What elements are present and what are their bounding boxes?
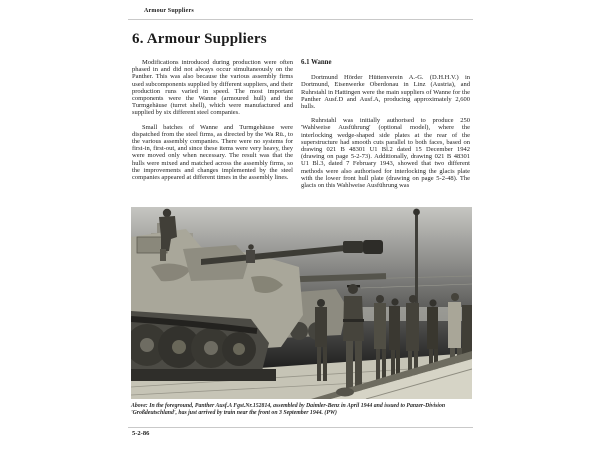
round-object (336, 388, 354, 397)
panther-photo (131, 207, 472, 399)
muzzle-brake (343, 241, 363, 253)
photo-caption: Above: In the foreground, Panther Ausf.A Fgst.Nr.152814, assembled by Daimler-Benz in April 1944 and issued to Panzer-Division 'Großdeutschland', has just arrived by train near the front on 3 September 1944. (PW) (131, 403, 446, 416)
footer-rule (128, 427, 473, 428)
right-column (301, 59, 470, 196)
chapter-title: 6. Armour Suppliers (132, 31, 267, 47)
left-column (132, 59, 293, 188)
body-paragraph: Modifications introduced during production were often phased in and did not always occur simultaneously on the Panther. This was also because the various assembly firms used subcomponents supplied by different suppliers, and their production runs varied in speed. The most important components were the Wanne (armoured hull) and the Turmgehäuse (turret shell), which were manufactured and supplied by six different steel companies. (132, 59, 293, 117)
muzzle-brake-tip (363, 240, 383, 254)
page-number: 5-2-86 (132, 430, 150, 437)
body-paragraph: Ruhrstahl was initially authorised to produce 250 'Wahlweise Ausführung' (optional model), where the interlocking wedge-shaped side plates at the rear of the superstructure had smooth cuts parallel to both faces, based on drawing 021 B 48301 U1 Bl.2 dated 15 December 1942 (drawing on page 5-2-73). Additionally, drawing 021 B 48301 U1 Bl.3, dated 7 February 1943, showed that two different methods were also authorised for interlocking the glacis plate with the lower front hull plate (drawing on page 5-2-48). The glacis on this Wahlweise Ausführung was (301, 117, 470, 190)
running-head: Armour Suppliers (144, 8, 194, 14)
section-heading: 6.1 Wanne (301, 59, 332, 66)
body-paragraph: Small batches of Wanne and Turmgehäuse were dispatched from the steel firms, as directed by the Wa Rü., to the various assembly companies. There were no systems for first-in, first-out, and since these items were very heavy, they were moved only when necessary. The result was that the hulls were mixed and matched across the assembly firms, so the improvements and changes implemented by the steel companies appeared at different times in the assembly lines. (132, 123, 293, 182)
panther-photo-illustration (131, 207, 472, 399)
header-rule (128, 19, 473, 20)
body-paragraph: Dortmund Hörder Hüttenverein A.-G. (D.H.H.V.) in Dortmund, Eisenwerke Oberdonau in Linz (Austria), and Ruhrstahl in Hattingen were the main suppliers of Wanne for the Panther Ausf.D and Ausf.A, producing approximately 2,600 hulls. (301, 74, 470, 111)
flatcar-shadow (131, 369, 276, 381)
